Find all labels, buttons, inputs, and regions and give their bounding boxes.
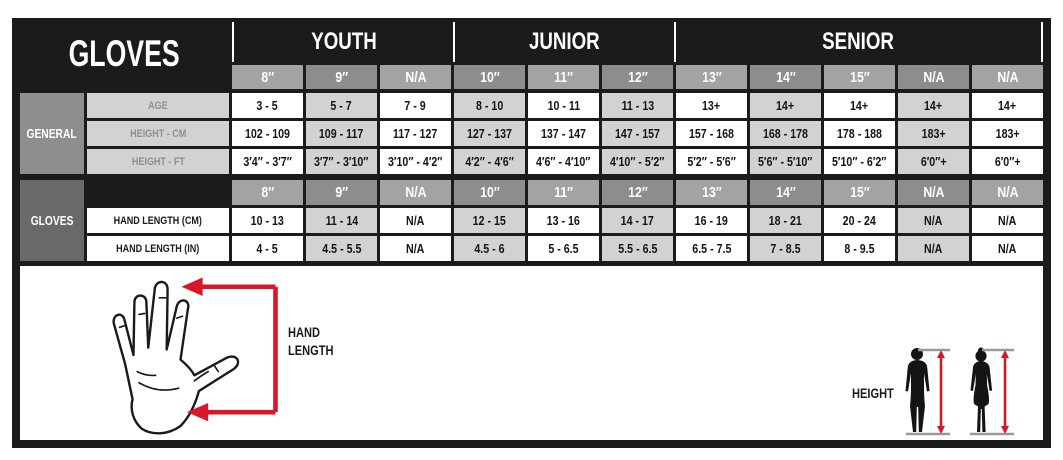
table-row-hand-length-cm (87, 208, 1043, 233)
value-cell: 7 - 8.5 (750, 236, 821, 261)
table-row-age (87, 93, 1043, 118)
size-header-row-2 (87, 180, 1043, 205)
value-cell: N/A (898, 236, 969, 261)
value-cell: 3′10″ - 4′2″ (380, 149, 451, 174)
value-cell: 8 - 10 (454, 93, 525, 118)
size-header-cell: N/A (898, 65, 969, 89)
size-header-cell: 15″ (824, 65, 895, 89)
value-cell: 14 - 17 (602, 208, 673, 233)
value-cell: 147 - 157 (602, 121, 673, 146)
table-row-height-ft (87, 149, 1043, 174)
value-cell: 12 - 15 (454, 208, 525, 233)
value-cell: 6′0″+ (898, 149, 969, 174)
size-header-cell: 11″ (528, 65, 599, 89)
size-header-cell: N/A (380, 180, 451, 205)
value-cell: 4′2″ - 4′6″ (454, 149, 525, 174)
section-label-general: GENERAL (20, 93, 84, 174)
value-cell: 4.5 - 6 (454, 236, 525, 261)
row-label-height-ft: HEIGHT - FT (87, 149, 229, 174)
value-cell: 3 - 5 (232, 93, 303, 118)
value-cell: 10 - 11 (528, 93, 599, 118)
male-silhouette (906, 348, 930, 432)
value-cell: 178 - 188 (824, 121, 895, 146)
value-cell: 14+ (972, 93, 1043, 118)
value-cell: 13 - 16 (528, 208, 599, 233)
value-cell: 10 - 13 (232, 208, 303, 233)
row-label-age: AGE (87, 93, 229, 118)
size-header-cell: 10″ (454, 65, 525, 89)
value-cell: 127 - 137 (454, 121, 525, 146)
value-cell: 14+ (824, 93, 895, 118)
size-header-cell: 14″ (750, 180, 821, 205)
value-cell: 4′10″ - 5′2″ (602, 149, 673, 174)
row-label-hand-length-cm: HAND LENGTH (CM) (87, 208, 229, 233)
value-cell: N/A (972, 208, 1043, 233)
measurement-diagram (20, 266, 1043, 440)
size-header-cell: 13″ (676, 180, 747, 205)
size-header-cell: 15″ (824, 180, 895, 205)
value-cell: 4 - 5 (232, 236, 303, 261)
size-header-cell: 8″ (232, 65, 303, 89)
size-chart (12, 18, 1051, 448)
value-cell: 11 - 13 (602, 93, 673, 118)
size-header-cell: 9″ (306, 65, 377, 89)
size-header-cell: 12″ (602, 65, 673, 89)
value-cell: N/A (898, 208, 969, 233)
value-cell: 4′6″ - 4′10″ (528, 149, 599, 174)
size-header-cell: 10″ (454, 180, 525, 205)
size-header-cell: N/A (972, 65, 1043, 89)
table-row-height-cm (87, 121, 1043, 146)
value-cell: 13+ (676, 93, 747, 118)
value-cell: 6′0″+ (972, 149, 1043, 174)
size-header-cell: N/A (972, 180, 1043, 205)
value-cell: 5 - 7 (306, 93, 377, 118)
gloves-section (20, 180, 1043, 261)
spacer-cell (87, 180, 229, 205)
size-header-cell: N/A (898, 180, 969, 205)
value-cell: 11 - 14 (306, 208, 377, 233)
group-header-junior: JUNIOR (453, 22, 674, 62)
size-header-cell: 12″ (602, 180, 673, 205)
size-header-cell: 13″ (676, 65, 747, 89)
value-cell: 5 - 6.5 (528, 236, 599, 261)
size-header-cell: 9″ (306, 180, 377, 205)
group-header-youth: YOUTH (232, 22, 453, 62)
value-cell: 4.5 - 5.5 (306, 236, 377, 261)
value-cell: 6.5 - 7.5 (676, 236, 747, 261)
size-header-cell: N/A (380, 65, 451, 89)
size-header-cell: 14″ (750, 65, 821, 89)
value-cell: 7 - 9 (380, 93, 451, 118)
height-label: HEIGHT (852, 386, 894, 401)
size-header-cell: 8″ (232, 180, 303, 205)
value-cell: 8 - 9.5 (824, 236, 895, 261)
group-header-senior: SENIOR (674, 22, 1043, 62)
group-header-row (232, 18, 1043, 62)
value-cell: 5′2″ - 5′6″ (676, 149, 747, 174)
hand-illustration (90, 272, 295, 438)
value-cell: N/A (380, 236, 451, 261)
general-section (20, 93, 1043, 174)
value-cell: N/A (972, 236, 1043, 261)
value-cell: 3′7″ - 3′10″ (306, 149, 377, 174)
value-cell: 18 - 21 (750, 208, 821, 233)
size-header-row (232, 65, 1043, 89)
value-cell: 137 - 147 (528, 121, 599, 146)
size-header-cell: 11″ (528, 180, 599, 205)
value-cell: 14+ (750, 93, 821, 118)
chart-title: GLOVES (68, 32, 181, 74)
row-label-height-cm: HEIGHT - CM (87, 121, 229, 146)
value-cell: 117 - 127 (380, 121, 451, 146)
value-cell: 16 - 19 (676, 208, 747, 233)
value-cell: 5′10″ - 6′2″ (824, 149, 895, 174)
value-cell: 102 - 109 (232, 121, 303, 146)
value-cell: 183+ (972, 121, 1043, 146)
value-cell: 14+ (898, 93, 969, 118)
value-cell: 183+ (898, 121, 969, 146)
section-label-gloves: GLOVES (20, 180, 84, 261)
value-cell: 109 - 117 (306, 121, 377, 146)
value-cell: 168 - 178 (750, 121, 821, 146)
row-label-hand-length-in: HAND LENGTH (IN) (87, 236, 229, 261)
value-cell: 5′6″ - 5′10″ (750, 149, 821, 174)
value-cell: 157 - 168 (676, 121, 747, 146)
female-silhouette (971, 348, 993, 433)
value-cell: 5.5 - 6.5 (602, 236, 673, 261)
chart-header (20, 18, 1043, 89)
height-figures (893, 347, 1027, 437)
value-cell: 20 - 24 (824, 208, 895, 233)
value-cell: 3′4″ - 3′7″ (232, 149, 303, 174)
table-row-hand-length-in (87, 236, 1043, 261)
value-cell: N/A (380, 208, 451, 233)
hand-length-label: HAND LENGTH (288, 325, 334, 358)
